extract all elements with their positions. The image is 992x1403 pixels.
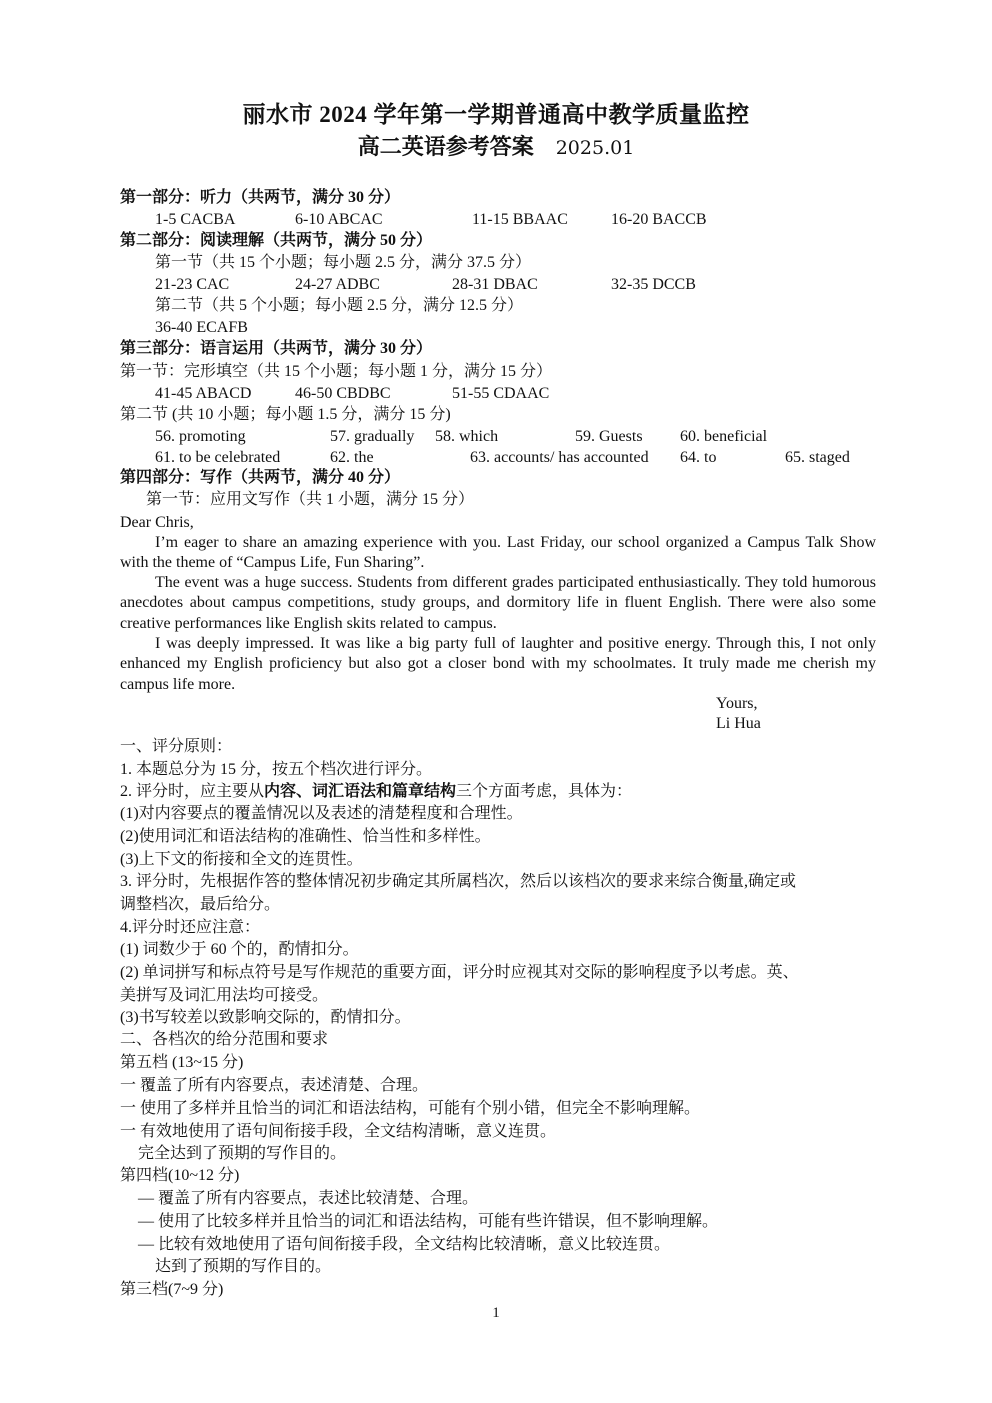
answer-item: 64. to — [680, 449, 717, 466]
answer-item: 57. gradually — [330, 428, 415, 445]
grade-heading: 第五档 (13~15 分) — [120, 1054, 244, 1071]
scoring-rule: (2) 单词拼写和标点符号是写作规范的重要方面，评分时应视其对交际的影响程度予以考虑。英、 — [120, 964, 799, 981]
answer-item: 56. promoting — [155, 428, 246, 445]
answer-item: 58. which — [435, 428, 499, 445]
answer-group: 41-45 ABACD — [155, 385, 252, 402]
scoring-rule: 调整档次，最后给分。 — [120, 896, 281, 913]
letter-signature: Li Hua — [716, 715, 761, 732]
rule-emphasis: 内容、词汇语法和篇章结构 — [264, 783, 457, 800]
grade-criterion: — 覆盖了所有内容要点，表述比较清楚、合理。 — [138, 1190, 479, 1207]
page-number: 1 — [492, 1305, 500, 1321]
answer-group: 32-35 DCCB — [611, 276, 696, 293]
document-title: 丽水市 2024 学年第一学期普通高中教学质量监控 — [242, 102, 750, 127]
part3-heading: 第三部分：语言运用（共两节，满分 30 分） — [120, 340, 433, 357]
document-date: 2025.01 — [555, 137, 635, 159]
part4-section1: 第一节：应用文写作（共 1 小题，满分 15 分） — [146, 491, 475, 508]
scoring-rule: 1. 本题总分为 15 分，按五个档次进行评分。 — [120, 761, 433, 778]
letter-paragraph: The event was a huge success. Students from different grades participated enthusiastically. They told humorous anecdotes about campus competitions, study groups, and dormitory life in fluent English. There were also some creative performances like English skits related to campus. — [120, 574, 876, 632]
part3-section1: 第一节：完形填空（共 15 个小题；每小题 1 分，满分 15 分） — [120, 363, 553, 380]
answer-item: 61. to be celebrated — [155, 449, 281, 466]
scoring-rule: 3. 评分时，先根据作答的整体情况初步确定其所属档次，然后以该档次的要求来综合衡量,确定或 — [120, 873, 797, 890]
letter-greeting: Dear Chris, — [120, 514, 194, 531]
answer-item: 63. accounts/ has accounted — [470, 449, 649, 466]
answer-item: 62. the — [330, 449, 374, 466]
grade-criterion: — 使用了比较多样并且恰当的词汇和语法结构，可能有些许错误，但不影响理解。 — [138, 1213, 719, 1230]
document-subtitle — [0, 130, 992, 161]
answer-group: 46-50 CBDBC — [295, 385, 391, 402]
scoring-rule: (3)上下文的衔接和全文的连贯性。 — [120, 851, 363, 868]
grade-criterion: 一 使用了多样并且恰当的词汇和语法结构，可能有个别小错，但完全不影响理解。 — [120, 1100, 701, 1117]
scoring-rule — [120, 782, 632, 802]
answer-group: 21-23 CAC — [155, 276, 230, 293]
answer-item: 65. staged — [785, 449, 850, 466]
scoring-rule: 美拼写及词汇用法均可接受。 — [120, 987, 329, 1004]
part3-section2: 第二节 (共 10 小题；每小题 1.5 分，满分 15 分) — [120, 406, 451, 423]
part4-heading: 第四部分：写作（共两节，满分 40 分） — [120, 469, 401, 486]
scoring-rule: (3)书写较差以致影响交际的，酌情扣分。 — [120, 1009, 411, 1026]
grade-criterion: 完全达到了预期的写作目的。 — [138, 1145, 347, 1162]
part2-heading: 第二部分：阅读理解（共两节，满分 50 分） — [120, 232, 433, 249]
answer-group: 16-20 BACCB — [611, 211, 707, 228]
grade-criterion: 达到了预期的写作目的。 — [155, 1258, 332, 1275]
part2-section1: 第一节（共 15 个小题；每小题 2.5 分，满分 37.5 分） — [155, 254, 532, 271]
answer-group: 36-40 ECAFB — [155, 319, 248, 336]
answer-group: 24-27 ADBC — [295, 276, 380, 293]
rule-text: 三个方面考虑，具体为： — [456, 783, 633, 800]
scoring-rule: (2)使用词汇和语法结构的准确性、恰当性和多样性。 — [120, 828, 491, 845]
answer-item: 59. Guests — [575, 428, 643, 445]
grade-criterion: 一 有效地使用了语句间衔接手段，全文结构清晰，意义连贯。 — [120, 1123, 557, 1140]
answer-group: 1-5 CACBA — [155, 211, 236, 228]
part2-section2: 第二节（共 5 个小题；每小题 2.5 分，满分 12.5 分） — [155, 297, 524, 314]
scoring-rule: (1)对内容要点的覆盖情况以及表述的清楚程度和合理性。 — [120, 805, 523, 822]
subtitle-text: 高二英语参考答案 — [357, 134, 534, 159]
grade-heading: 第四档(10~12 分) — [120, 1167, 240, 1184]
letter-paragraph: I’m eager to share an amazing experience with you. Last Friday, our school organized a Campus Talk Show with the theme of “Campus Life, Fun Sharing”. — [120, 534, 876, 572]
grade-criterion: 一 覆盖了所有内容要点，表述清楚、合理。 — [120, 1077, 429, 1094]
part1-heading: 第一部分：听力（共两节，满分 30 分） — [120, 189, 401, 206]
grades-heading: 二、各档次的给分范围和要求 — [120, 1031, 329, 1048]
scoring-rule: (1) 词数少于 60 个的，酌情扣分。 — [120, 941, 359, 958]
grade-criterion: — 比较有效地使用了语句间衔接手段，全文结构比较清晰，意义比较连贯。 — [138, 1236, 671, 1253]
scoring-rule: 4.评分时还应注意： — [120, 919, 261, 936]
rule-text: 2. 评分时，应主要从 — [120, 783, 265, 800]
letter-closing: Yours, — [716, 695, 758, 712]
grade-heading: 第三档(7~9 分) — [120, 1281, 224, 1298]
letter-paragraph: I was deeply impressed. It was like a big party full of laughter and positive energy. Through this, I not only enhanced my English proficiency but also got a closer bond with my schoolmates. It truly made me cherish my campus life more. — [120, 635, 876, 693]
answer-group: 51-55 CDAAC — [452, 385, 550, 402]
scoring-heading: 一、评分原则： — [120, 738, 233, 755]
answer-item: 60. beneficial — [680, 428, 768, 445]
answer-group: 28-31 DBAC — [452, 276, 538, 293]
answer-group: 11-15 BBAAC — [472, 211, 568, 228]
answer-group: 6-10 ABCAC — [295, 211, 383, 228]
